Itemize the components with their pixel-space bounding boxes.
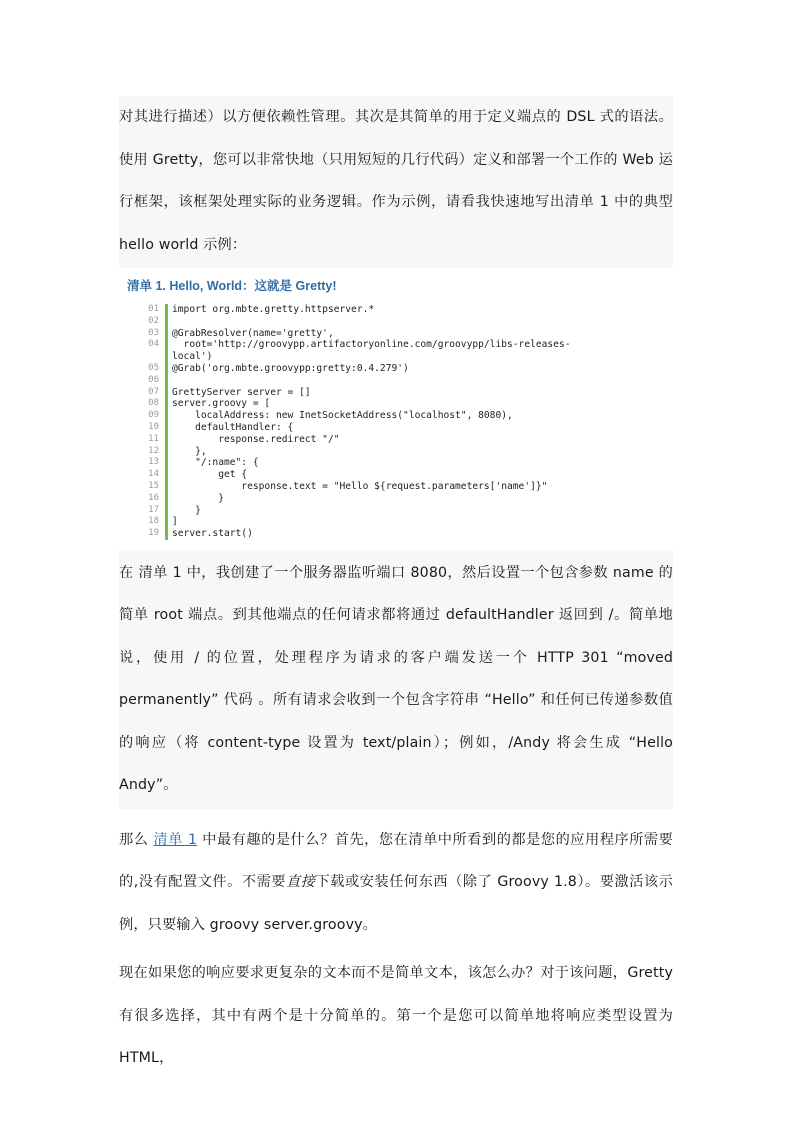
line-number: 15 — [148, 480, 159, 491]
code-line — [145, 328, 673, 340]
line-number: 10 — [148, 421, 159, 432]
code-text: } — [172, 504, 201, 516]
code-text: @Grab('org.mbte.groovypp:gretty:0.4.279') — [172, 362, 409, 374]
code-text: server.groovy = [ — [172, 398, 271, 410]
code-block — [145, 304, 673, 540]
line-number: 17 — [148, 504, 159, 515]
gutter-bar — [165, 457, 168, 469]
line-number: 19 — [148, 528, 159, 539]
code-text: }, — [172, 445, 207, 457]
gutter-bar — [165, 375, 168, 387]
code-text: server.start() — [172, 528, 253, 540]
code-line — [145, 457, 673, 469]
code-line — [145, 316, 673, 328]
gutter-bar — [165, 434, 168, 446]
code-line — [145, 422, 673, 434]
gutter-bar — [165, 516, 168, 528]
code-text: response.text = "Hello ${request.parameters['name']}" — [172, 480, 548, 492]
line-number: 08 — [148, 398, 159, 409]
line-number: 07 — [148, 386, 159, 397]
line-number: 11 — [148, 433, 159, 444]
code-text: "/:name": { — [172, 457, 259, 469]
line-number: 04 — [148, 339, 159, 350]
code-line — [145, 351, 673, 363]
line-number: 03 — [148, 327, 159, 338]
code-line — [145, 375, 673, 387]
para3-emphasis: 直接 — [286, 874, 316, 891]
gutter-bar — [165, 363, 168, 375]
article — [119, 96, 673, 1080]
listing-1-link[interactable]: 清单 1 — [153, 831, 198, 848]
line-number: 02 — [148, 315, 159, 326]
code-text: @GrabResolver(name='gretty', — [172, 327, 334, 339]
code-text: } — [172, 492, 224, 504]
code-line — [145, 481, 673, 493]
followup-section — [119, 809, 673, 1080]
gutter-bar — [165, 528, 168, 540]
gutter-bar — [165, 304, 168, 316]
code-line — [145, 339, 673, 351]
code-listing — [119, 268, 673, 550]
code-text: localAddress: new InetSocketAddress("localhost", 8080), — [172, 410, 513, 422]
line-number: 16 — [148, 492, 159, 503]
code-text: defaultHandler: { — [172, 421, 294, 433]
code-line — [145, 516, 673, 528]
line-number: 09 — [148, 410, 159, 421]
code-text: get { — [172, 469, 248, 481]
code-text: ] — [172, 516, 178, 528]
line-number: 06 — [148, 374, 159, 385]
listing-title: 清单 1. Hello, World：这就是 Gretty! — [127, 279, 337, 293]
code-line — [145, 434, 673, 446]
gutter-bar — [165, 505, 168, 517]
code-line — [145, 410, 673, 422]
gutter-bar — [165, 446, 168, 458]
line-number: 12 — [148, 445, 159, 456]
intro-paragraph: 对其进行描述）以方便依赖性管理。其次是其简单的用于定义端点的 DSL 式的语法。 使用 Gretty，您可以非常快地（只用短短的几行代码）定义和部署一个工作的 Web 运行框架，该框架处理实际的业务逻辑。作为示例，请看我快速地写出清单 1 中的典型 hello world 示例： — [119, 109, 673, 253]
code-line — [145, 505, 673, 517]
code-text: local') — [172, 351, 213, 363]
line-number — [145, 351, 165, 363]
para3-middle: 中最有趣的是什么？首先，您在清单中所看到的都是您的应用程序所需要的,没有配置文件。不需要 — [119, 831, 673, 891]
explanation-paragraph: 在 清单 1 中，我创建了一个服务器监听端口 8080，然后设置一个包含参数 name 的简单 root 端点。到其他端点的任何请求都将通过 defaultHandler 返回到 /。简单地说，使用 / 的位置，处理程序为请求的客户端发送一个 HTTP 301 “moved permanently” 代码 。所有请求会收到一个包含字符串 “Hello” 和任何已传递参数值的响应（将 content-type 设置为 text/plain）；例如，/Andy 将会生成 “Hello Andy”。 — [119, 564, 673, 794]
gutter-bar — [165, 339, 168, 351]
code-line — [145, 363, 673, 375]
interesting-paragraph — [119, 819, 673, 947]
line-number: 05 — [148, 362, 159, 373]
line-number: 13 — [148, 457, 159, 468]
intro-block — [119, 96, 673, 268]
gutter-bar — [165, 410, 168, 422]
line-number: 01 — [148, 304, 159, 314]
gutter-bar — [165, 316, 168, 328]
code-line — [145, 493, 673, 505]
para3-prefix: 那么 — [119, 831, 154, 848]
explanation-block — [119, 550, 673, 809]
code-line — [145, 398, 673, 410]
para3-suffix: 下载或安装任何东西（除了 Groovy 1.8）。要激活该示例，只要输入 groovy server.groovy。 — [119, 874, 673, 933]
line-number: 14 — [148, 469, 159, 480]
gutter-bar — [165, 398, 168, 410]
gutter-bar — [165, 387, 168, 399]
code-text: import org.mbte.gretty.httpserver.* — [172, 304, 375, 315]
line-number: 18 — [148, 516, 159, 527]
gutter-bar — [165, 481, 168, 493]
gutter-bar — [165, 422, 168, 434]
gutter-bar — [165, 469, 168, 481]
code-text: root='http://groovypp.artifactoryonline.com/groovypp/libs-releases- — [172, 339, 571, 351]
code-text: response.redirect "/" — [172, 433, 340, 445]
code-line — [145, 528, 673, 540]
code-line — [145, 469, 673, 481]
code-line — [145, 387, 673, 399]
code-line — [145, 304, 673, 316]
gutter-bar — [165, 351, 168, 363]
code-text: GrettyServer server = [] — [172, 386, 311, 398]
gutter-bar — [165, 493, 168, 505]
gutter-bar — [165, 328, 168, 340]
complex-response-paragraph: 现在如果您的响应要求更复杂的文本而不是简单文本，该怎么办？对于该问题，Gretty 有很多选择，其中有两个是十分简单的。第一个是您可以简单地将响应类型设置为 HTML， — [119, 965, 673, 1067]
code-line — [145, 446, 673, 458]
